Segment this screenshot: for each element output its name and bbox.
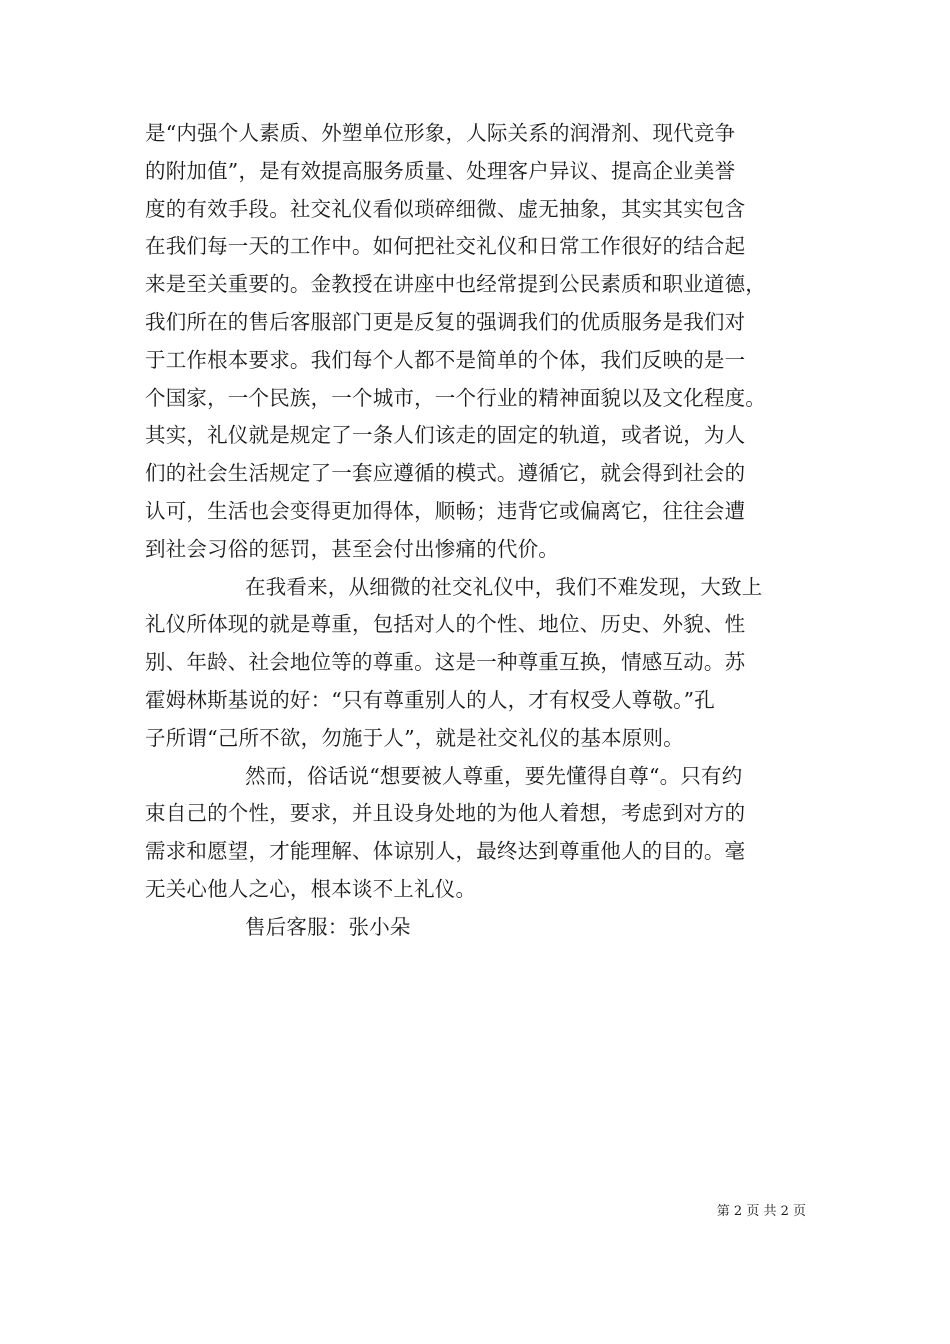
text-line: 度的有效手段。社交礼仪看似琐碎细微、虚无抽象，其实其实包含	[145, 196, 746, 221]
paragraph-start-line: 在我看来，从细微的社交礼仪中，我们不难发现，大致上	[245, 574, 763, 599]
text-line: 其实，礼仪就是规定了一条人们该走的固定的轨道，或者说，为人	[145, 423, 746, 448]
text-line: 来是至关重要的。金教授在讲座中也经常提到公民素质和职业道德，	[145, 272, 766, 297]
text-line: 个国家，一个民族，一个城市，一个行业的精神面貌以及文化程度。	[145, 385, 766, 410]
text-line: 别、年龄、社会地位等的尊重。这是一种尊重互换，情感互动。苏	[145, 650, 746, 675]
text-line: 束自己的个性，要求，并且设身处地的为他人着想，考虑到对方的	[145, 801, 746, 826]
text-line: 子所谓“己所不欲，勿施于人”，就是社交礼仪的基本原则。	[145, 725, 684, 750]
text-line: 们的社会生活规定了一套应遵循的模式。遵循它，就会得到社会的	[145, 461, 746, 486]
text-line: 在我们每一天的工作中。如何把社交礼仪和日常工作很好的结合起	[145, 234, 746, 259]
text-line: 需求和愿望，才能理解、体谅别人，最终达到尊重他人的目的。毫	[145, 839, 746, 864]
text-line: 的附加值”，是有效提高服务质量、处理客户异议、提高企业美誉	[145, 158, 736, 183]
text-line: 到社会习俗的惩罚，甚至会付出惨痛的代价。	[145, 536, 559, 561]
text-line: 礼仪所体现的就是尊重，包括对人的个性、地位、历史、外貌、性	[145, 612, 746, 637]
paragraph-start-line: 然而，俗话说“想要被人尊重，要先懂得自尊“。只有约	[245, 763, 743, 788]
page-number-footer: 第 2 页 共 2 页	[716, 1204, 806, 1219]
author-signature: 售后客服：张小朵	[245, 914, 411, 939]
text-line: 是“内强个人素质、外塑单位形象，人际关系的润滑剂、现代竞争	[145, 121, 736, 145]
text-line: 霍姆林斯基说的好：“只有尊重别人的人，才有权受人尊敬。”孔	[145, 687, 716, 712]
text-line: 我们所在的售后客服部门更是反复的强调我们的优质服务是我们对	[145, 309, 746, 334]
text-line: 无关心他人之心，根本谈不上礼仪。	[145, 876, 477, 901]
text-line: 于工作根本要求。我们每个人都不是简单的个体，我们反映的是一	[145, 347, 746, 372]
body-text	[145, 115, 810, 947]
text-line: 认可，生活也会变得更加得体，顺畅；违背它或偏离它，往往会遭	[145, 498, 746, 523]
